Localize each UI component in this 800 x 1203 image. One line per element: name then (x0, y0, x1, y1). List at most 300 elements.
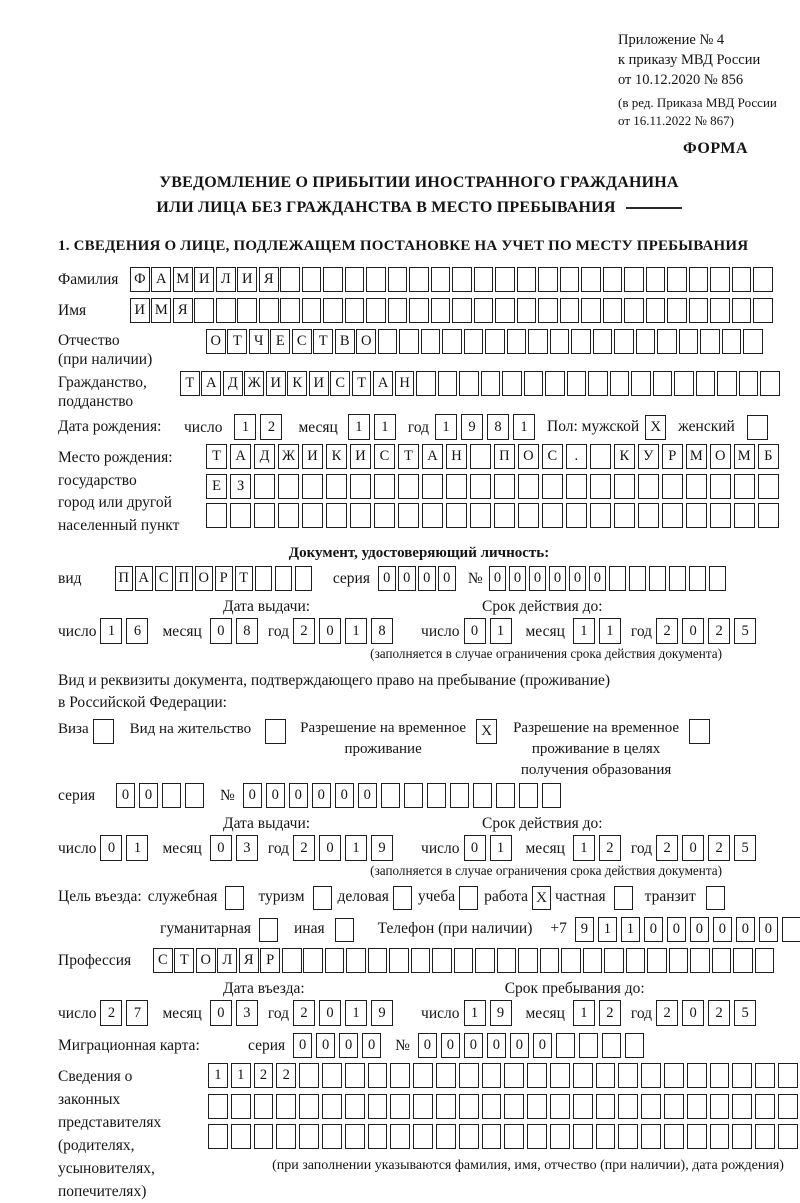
char-cell[interactable]: 0 (438, 566, 456, 591)
char-cell[interactable] (687, 1124, 707, 1149)
char-cell[interactable] (388, 298, 408, 323)
char-cell[interactable]: П (115, 566, 133, 591)
char-cell[interactable]: 0 (569, 566, 587, 591)
char-cell[interactable] (755, 1063, 775, 1088)
char-cell[interactable]: Т (227, 329, 247, 354)
char-cell[interactable] (755, 1124, 775, 1149)
char-cell[interactable]: Л (217, 948, 237, 973)
char-cell[interactable] (326, 474, 347, 499)
char-cell[interactable]: 0 (644, 917, 663, 942)
char-cell[interactable]: 1 (621, 917, 640, 942)
char-cell[interactable] (753, 267, 773, 292)
char-cell[interactable]: Е (270, 329, 290, 354)
char-cell[interactable] (687, 1063, 707, 1088)
char-cell[interactable] (259, 298, 279, 323)
char-cell[interactable] (346, 948, 366, 973)
char-cell[interactable] (459, 371, 479, 396)
char-cell[interactable]: О (518, 444, 539, 469)
char-cell[interactable] (581, 298, 601, 323)
char-cell[interactable]: С (330, 371, 350, 396)
char-cell[interactable]: 0 (690, 917, 709, 942)
char-cell[interactable] (495, 267, 515, 292)
sex-male-checkbox[interactable]: X (645, 415, 666, 440)
char-cell[interactable] (596, 1124, 616, 1149)
char-cell[interactable] (573, 1063, 593, 1088)
char-cell[interactable]: 1 (374, 414, 396, 440)
char-cell[interactable] (194, 298, 214, 323)
char-cell[interactable] (374, 503, 395, 528)
char-cell[interactable] (732, 1094, 752, 1119)
char-cell[interactable]: 0 (533, 1033, 552, 1058)
purpose-other-checkbox[interactable] (335, 918, 354, 942)
char-cell[interactable] (550, 1063, 570, 1088)
char-cell[interactable]: 9 (461, 414, 483, 440)
char-cell[interactable] (280, 298, 300, 323)
char-cell[interactable]: . (566, 444, 587, 469)
char-cell[interactable] (366, 267, 386, 292)
char-cell[interactable] (573, 1094, 593, 1119)
char-cell[interactable] (710, 474, 731, 499)
char-cell[interactable]: Б (758, 444, 779, 469)
char-cell[interactable] (459, 1094, 479, 1119)
char-cell[interactable] (743, 329, 763, 354)
char-cell[interactable] (687, 1094, 707, 1119)
char-cell[interactable]: Т (398, 444, 419, 469)
char-cell[interactable] (459, 1124, 479, 1149)
char-cell[interactable]: 0 (487, 1033, 506, 1058)
char-cell[interactable] (542, 783, 561, 808)
char-cell[interactable]: А (230, 444, 251, 469)
char-cell[interactable]: 0 (210, 618, 232, 644)
char-cell[interactable] (504, 1063, 524, 1088)
char-cell[interactable]: 0 (358, 783, 377, 808)
char-cell[interactable] (518, 948, 538, 973)
char-cell[interactable]: Н (446, 444, 467, 469)
purpose-business-checkbox[interactable] (393, 886, 412, 910)
char-cell[interactable] (679, 329, 699, 354)
char-cell[interactable] (603, 298, 623, 323)
char-cell[interactable] (700, 329, 720, 354)
char-cell[interactable] (416, 371, 436, 396)
char-cell[interactable]: 9 (490, 1000, 512, 1026)
char-cell[interactable] (162, 783, 181, 808)
char-cell[interactable]: 0 (759, 917, 778, 942)
char-cell[interactable]: 1 (598, 917, 617, 942)
char-cell[interactable]: 0 (509, 566, 527, 591)
char-cell[interactable] (254, 503, 275, 528)
char-cell[interactable]: Т (206, 444, 227, 469)
char-cell[interactable] (710, 298, 730, 323)
char-cell[interactable] (436, 1094, 456, 1119)
purpose-work-checkbox[interactable]: X (532, 886, 551, 910)
char-cell[interactable] (507, 329, 527, 354)
char-cell[interactable] (782, 917, 800, 942)
char-cell[interactable] (710, 1063, 730, 1088)
char-cell[interactable]: 0 (682, 1000, 704, 1026)
char-cell[interactable] (404, 783, 423, 808)
char-cell[interactable]: О (710, 444, 731, 469)
char-cell[interactable] (450, 783, 469, 808)
char-cell[interactable]: Р (215, 566, 233, 591)
char-cell[interactable] (667, 298, 687, 323)
char-cell[interactable] (638, 474, 659, 499)
char-cell[interactable]: 2 (260, 414, 282, 440)
char-cell[interactable] (647, 948, 667, 973)
char-cell[interactable] (560, 267, 580, 292)
char-cell[interactable] (350, 474, 371, 499)
char-cell[interactable] (538, 298, 558, 323)
char-cell[interactable] (299, 1094, 319, 1119)
char-cell[interactable] (345, 1124, 365, 1149)
char-cell[interactable] (517, 298, 537, 323)
char-cell[interactable]: 0 (398, 566, 416, 591)
char-cell[interactable] (778, 1094, 798, 1119)
char-cell[interactable] (350, 503, 371, 528)
char-cell[interactable]: М (686, 444, 707, 469)
char-cell[interactable]: И (237, 267, 257, 292)
char-cell[interactable] (411, 948, 431, 973)
char-cell[interactable]: 0 (464, 1033, 483, 1058)
char-cell[interactable]: 3 (236, 1000, 258, 1026)
char-cell[interactable]: А (135, 566, 153, 591)
char-cell[interactable] (610, 371, 630, 396)
char-cell[interactable] (502, 371, 522, 396)
char-cell[interactable] (646, 267, 666, 292)
char-cell[interactable]: 1 (234, 414, 256, 440)
char-cell[interactable]: П (494, 444, 515, 469)
char-cell[interactable]: 6 (126, 618, 148, 644)
char-cell[interactable]: У (638, 444, 659, 469)
purpose-tourism-checkbox[interactable] (313, 886, 332, 910)
char-cell[interactable]: 0 (289, 783, 308, 808)
char-cell[interactable]: 0 (667, 917, 686, 942)
char-cell[interactable]: С (155, 566, 173, 591)
char-cell[interactable] (734, 503, 755, 528)
char-cell[interactable]: 2 (599, 1000, 621, 1026)
char-cell[interactable] (302, 474, 323, 499)
char-cell[interactable]: 0 (489, 566, 507, 591)
char-cell[interactable] (390, 1094, 410, 1119)
char-cell[interactable] (421, 329, 441, 354)
char-cell[interactable] (538, 267, 558, 292)
char-cell[interactable] (618, 1124, 638, 1149)
char-cell[interactable] (596, 1063, 616, 1088)
char-cell[interactable] (590, 444, 611, 469)
char-cell[interactable]: К (614, 444, 635, 469)
char-cell[interactable] (542, 474, 563, 499)
char-cell[interactable] (710, 1094, 730, 1119)
char-cell[interactable]: 2 (293, 618, 315, 644)
char-cell[interactable] (473, 783, 492, 808)
char-cell[interactable]: С (542, 444, 563, 469)
char-cell[interactable] (527, 1063, 547, 1088)
char-cell[interactable] (295, 566, 313, 591)
char-cell[interactable] (322, 1094, 342, 1119)
char-cell[interactable] (278, 503, 299, 528)
char-cell[interactable] (662, 474, 683, 499)
char-cell[interactable] (527, 1094, 547, 1119)
char-cell[interactable] (624, 267, 644, 292)
char-cell[interactable] (454, 948, 474, 973)
char-cell[interactable] (368, 1124, 388, 1149)
char-cell[interactable]: 1 (573, 618, 595, 644)
char-cell[interactable]: 0 (378, 566, 396, 591)
char-cell[interactable] (470, 503, 491, 528)
char-cell[interactable] (409, 267, 429, 292)
char-cell[interactable] (712, 948, 732, 973)
char-cell[interactable] (254, 1094, 274, 1119)
char-cell[interactable] (470, 474, 491, 499)
char-cell[interactable] (674, 371, 694, 396)
char-cell[interactable] (302, 267, 322, 292)
char-cell[interactable] (389, 948, 409, 973)
char-cell[interactable] (494, 503, 515, 528)
char-cell[interactable] (303, 948, 323, 973)
char-cell[interactable]: 1 (490, 835, 512, 861)
char-cell[interactable] (368, 1063, 388, 1088)
char-cell[interactable]: Я (239, 948, 259, 973)
char-cell[interactable] (432, 948, 452, 973)
char-cell[interactable]: Ж (244, 371, 264, 396)
char-cell[interactable] (588, 371, 608, 396)
char-cell[interactable] (231, 1124, 251, 1149)
char-cell[interactable] (497, 948, 517, 973)
char-cell[interactable] (519, 783, 538, 808)
char-cell[interactable]: Д (254, 444, 275, 469)
char-cell[interactable]: 0 (319, 618, 341, 644)
char-cell[interactable] (604, 948, 624, 973)
char-cell[interactable] (482, 1094, 502, 1119)
char-cell[interactable] (446, 474, 467, 499)
char-cell[interactable] (399, 329, 419, 354)
char-cell[interactable]: 2 (276, 1063, 296, 1088)
char-cell[interactable]: 0 (319, 835, 341, 861)
char-cell[interactable] (282, 948, 302, 973)
char-cell[interactable] (496, 783, 515, 808)
char-cell[interactable] (474, 267, 494, 292)
char-cell[interactable] (413, 1124, 433, 1149)
char-cell[interactable] (452, 298, 472, 323)
char-cell[interactable] (614, 503, 635, 528)
char-cell[interactable]: О (206, 329, 226, 354)
char-cell[interactable] (778, 1063, 798, 1088)
char-cell[interactable] (758, 474, 779, 499)
char-cell[interactable]: 0 (293, 1033, 312, 1058)
char-cell[interactable]: С (374, 444, 395, 469)
char-cell[interactable] (237, 298, 257, 323)
char-cell[interactable]: 9 (575, 917, 594, 942)
purpose-private-checkbox[interactable] (614, 886, 633, 910)
char-cell[interactable]: 0 (736, 917, 755, 942)
char-cell[interactable] (216, 298, 236, 323)
char-cell[interactable]: В (335, 329, 355, 354)
char-cell[interactable]: Л (216, 267, 236, 292)
char-cell[interactable]: З (230, 474, 251, 499)
char-cell[interactable]: 1 (345, 835, 367, 861)
purpose-official-checkbox[interactable] (225, 886, 244, 910)
char-cell[interactable]: А (422, 444, 443, 469)
char-cell[interactable]: И (194, 267, 214, 292)
char-cell[interactable]: 0 (316, 1033, 335, 1058)
char-cell[interactable] (206, 503, 227, 528)
char-cell[interactable] (758, 503, 779, 528)
char-cell[interactable] (413, 1094, 433, 1119)
char-cell[interactable] (326, 503, 347, 528)
char-cell[interactable] (302, 503, 323, 528)
char-cell[interactable]: И (130, 298, 150, 323)
char-cell[interactable] (504, 1094, 524, 1119)
char-cell[interactable]: 2 (254, 1063, 274, 1088)
char-cell[interactable] (709, 566, 727, 591)
char-cell[interactable]: 2 (656, 618, 678, 644)
char-cell[interactable] (390, 1124, 410, 1149)
char-cell[interactable]: 0 (210, 835, 232, 861)
char-cell[interactable] (690, 948, 710, 973)
char-cell[interactable]: 0 (682, 835, 704, 861)
char-cell[interactable]: Ф (130, 267, 150, 292)
char-cell[interactable]: 0 (418, 1033, 437, 1058)
residence-permit-checkbox[interactable] (265, 719, 286, 744)
char-cell[interactable] (631, 371, 651, 396)
char-cell[interactable]: 5 (734, 1000, 756, 1026)
char-cell[interactable]: С (292, 329, 312, 354)
char-cell[interactable] (275, 566, 293, 591)
char-cell[interactable] (590, 503, 611, 528)
char-cell[interactable] (550, 329, 570, 354)
char-cell[interactable] (485, 329, 505, 354)
char-cell[interactable] (686, 503, 707, 528)
char-cell[interactable] (710, 503, 731, 528)
char-cell[interactable] (669, 948, 689, 973)
char-cell[interactable]: 2 (656, 1000, 678, 1026)
char-cell[interactable]: 2 (708, 835, 730, 861)
char-cell[interactable]: 0 (682, 618, 704, 644)
char-cell[interactable] (641, 1063, 661, 1088)
char-cell[interactable]: 1 (231, 1063, 251, 1088)
char-cell[interactable] (255, 566, 273, 591)
char-cell[interactable] (518, 503, 539, 528)
char-cell[interactable] (494, 474, 515, 499)
char-cell[interactable] (733, 948, 753, 973)
char-cell[interactable] (550, 1094, 570, 1119)
char-cell[interactable] (542, 503, 563, 528)
char-cell[interactable] (374, 474, 395, 499)
char-cell[interactable]: 1 (100, 618, 122, 644)
char-cell[interactable]: Т (352, 371, 372, 396)
char-cell[interactable] (636, 329, 656, 354)
char-cell[interactable] (732, 1063, 752, 1088)
char-cell[interactable] (641, 1124, 661, 1149)
char-cell[interactable] (618, 1094, 638, 1119)
char-cell[interactable] (475, 948, 495, 973)
char-cell[interactable]: 0 (100, 835, 122, 861)
char-cell[interactable]: Р (260, 948, 280, 973)
char-cell[interactable]: 1 (513, 414, 535, 440)
char-cell[interactable]: 1 (573, 835, 595, 861)
char-cell[interactable] (482, 1063, 502, 1088)
char-cell[interactable] (560, 298, 580, 323)
char-cell[interactable] (590, 474, 611, 499)
char-cell[interactable]: П (175, 566, 193, 591)
char-cell[interactable] (603, 267, 623, 292)
char-cell[interactable]: Т (180, 371, 200, 396)
char-cell[interactable]: 1 (490, 618, 512, 644)
char-cell[interactable] (596, 1094, 616, 1119)
char-cell[interactable] (739, 371, 759, 396)
char-cell[interactable] (302, 298, 322, 323)
char-cell[interactable]: 0 (464, 618, 486, 644)
char-cell[interactable] (524, 371, 544, 396)
char-cell[interactable] (581, 267, 601, 292)
char-cell[interactable]: 2 (599, 835, 621, 861)
char-cell[interactable]: А (201, 371, 221, 396)
char-cell[interactable] (322, 1063, 342, 1088)
char-cell[interactable] (388, 267, 408, 292)
char-cell[interactable] (625, 1033, 644, 1058)
char-cell[interactable] (732, 298, 752, 323)
sex-female-checkbox[interactable] (747, 415, 768, 440)
char-cell[interactable] (662, 503, 683, 528)
char-cell[interactable]: Т (174, 948, 194, 973)
char-cell[interactable] (345, 267, 365, 292)
char-cell[interactable]: Е (206, 474, 227, 499)
char-cell[interactable]: 0 (529, 566, 547, 591)
temp-edu-checkbox[interactable] (689, 719, 710, 744)
char-cell[interactable] (667, 267, 687, 292)
char-cell[interactable] (609, 566, 627, 591)
char-cell[interactable] (689, 267, 709, 292)
char-cell[interactable] (345, 1063, 365, 1088)
char-cell[interactable]: 1 (435, 414, 457, 440)
char-cell[interactable]: Ч (249, 329, 269, 354)
char-cell[interactable]: И (302, 444, 323, 469)
char-cell[interactable] (323, 298, 343, 323)
char-cell[interactable] (208, 1094, 228, 1119)
char-cell[interactable] (686, 474, 707, 499)
char-cell[interactable]: 0 (362, 1033, 381, 1058)
char-cell[interactable] (299, 1124, 319, 1149)
char-cell[interactable] (231, 1094, 251, 1119)
char-cell[interactable]: 2 (293, 1000, 315, 1026)
char-cell[interactable] (208, 1124, 228, 1149)
char-cell[interactable] (573, 1124, 593, 1149)
char-cell[interactable] (518, 474, 539, 499)
char-cell[interactable]: 1 (464, 1000, 486, 1026)
char-cell[interactable] (593, 329, 613, 354)
char-cell[interactable] (669, 566, 687, 591)
char-cell[interactable] (664, 1124, 684, 1149)
char-cell[interactable] (390, 1063, 410, 1088)
char-cell[interactable] (626, 948, 646, 973)
char-cell[interactable]: 2 (656, 835, 678, 861)
char-cell[interactable] (710, 267, 730, 292)
char-cell[interactable] (614, 474, 635, 499)
char-cell[interactable] (495, 298, 515, 323)
char-cell[interactable]: 2 (100, 1000, 122, 1026)
char-cell[interactable] (561, 948, 581, 973)
char-cell[interactable] (755, 1094, 775, 1119)
char-cell[interactable]: К (287, 371, 307, 396)
char-cell[interactable] (717, 371, 737, 396)
char-cell[interactable]: О (356, 329, 376, 354)
char-cell[interactable] (464, 329, 484, 354)
char-cell[interactable]: 2 (708, 1000, 730, 1026)
char-cell[interactable]: 0 (266, 783, 285, 808)
char-cell[interactable] (185, 783, 204, 808)
char-cell[interactable]: 5 (734, 618, 756, 644)
char-cell[interactable] (566, 503, 587, 528)
char-cell[interactable] (732, 267, 752, 292)
